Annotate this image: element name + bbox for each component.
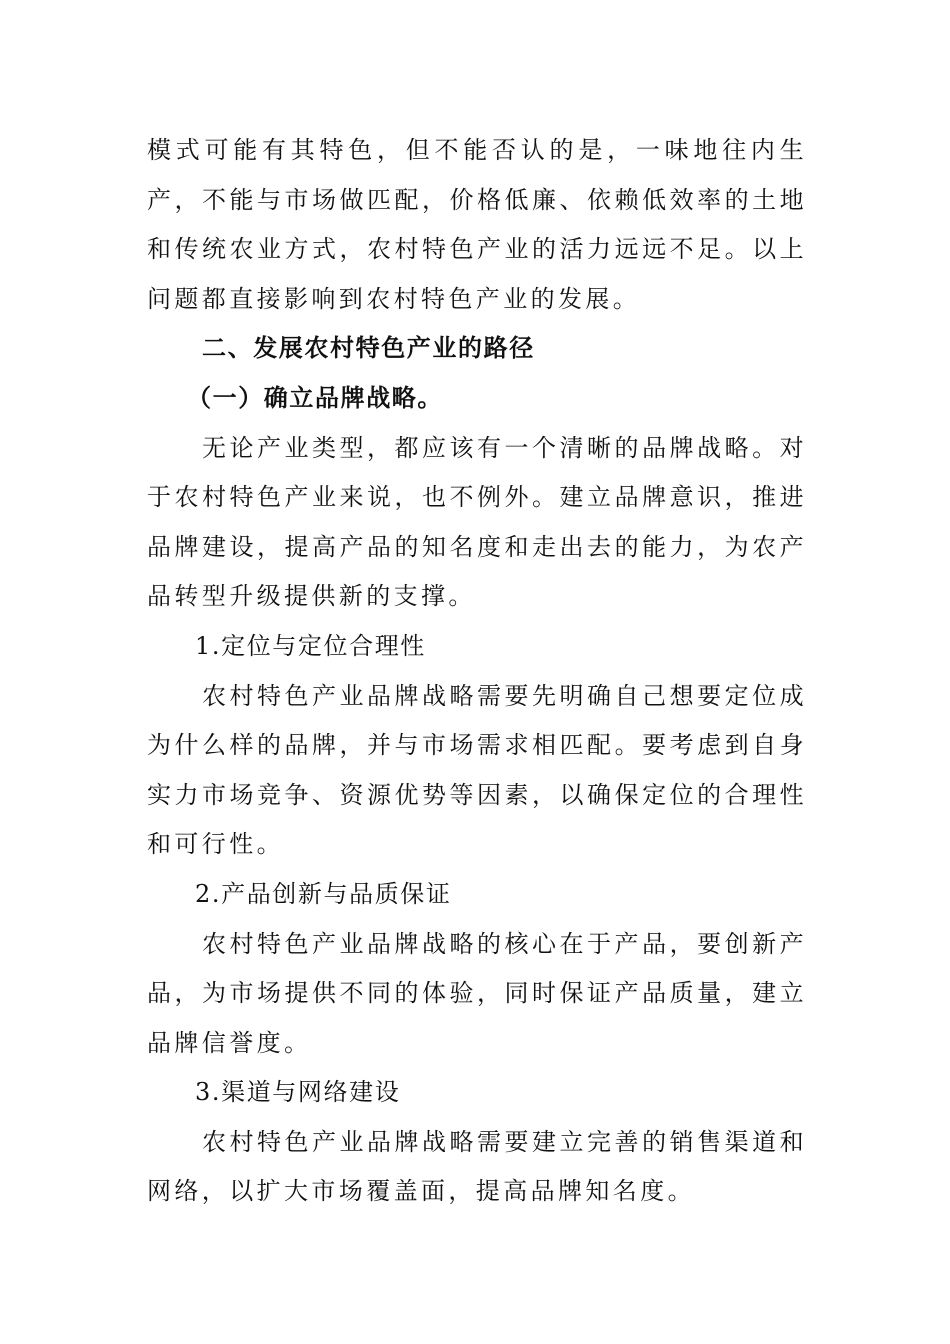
paragraph: 无论产业类型，都应该有一个清晰的品牌战略。对于农村特色产业来说，也不例外。建立品牌意识，推进品牌建设，提高产品的知名度和走出去的能力，为农产品转型升级提供新的支撑。 — [147, 433, 807, 611]
section-heading: 二、发展农村特色产业的路径 — [202, 334, 535, 363]
paragraph: 农村特色产业品牌战略需要先明确自己想要定位成为什么样的品牌，并与市场需求相匹配。要考虑到自身实力市场竞争、资源优势等因素，以确保定位的合理性和可行性。 — [147, 681, 807, 859]
paragraph: 农村特色产业品牌战略需要建立完善的销售渠道和网络，以扩大市场覆盖面，提高品牌知名度。 — [147, 1127, 807, 1206]
subsection-heading: （一）确立品牌战略。 — [187, 383, 443, 412]
item-title: 3.渠道与网络建设 — [195, 1078, 401, 1107]
document-body — [147, 126, 807, 1217]
paragraph-continued: 模式可能有其特色，但不能否认的是，一味地往内生产，不能与市场做匹配，价格低廉、依赖低效率的土地和传统农业方式，农村特色产业的活力远远不足。以上问题都直接影响到农村特色产业的发展。 — [147, 136, 807, 313]
item-title: 2.产品创新与品质保证 — [195, 879, 452, 908]
item-title: 1.定位与定位合理性 — [195, 631, 426, 660]
paragraph: 农村特色产业品牌战略的核心在于产品，要创新产品，为市场提供不同的体验，同时保证产品质量，建立品牌信誉度。 — [147, 929, 807, 1057]
